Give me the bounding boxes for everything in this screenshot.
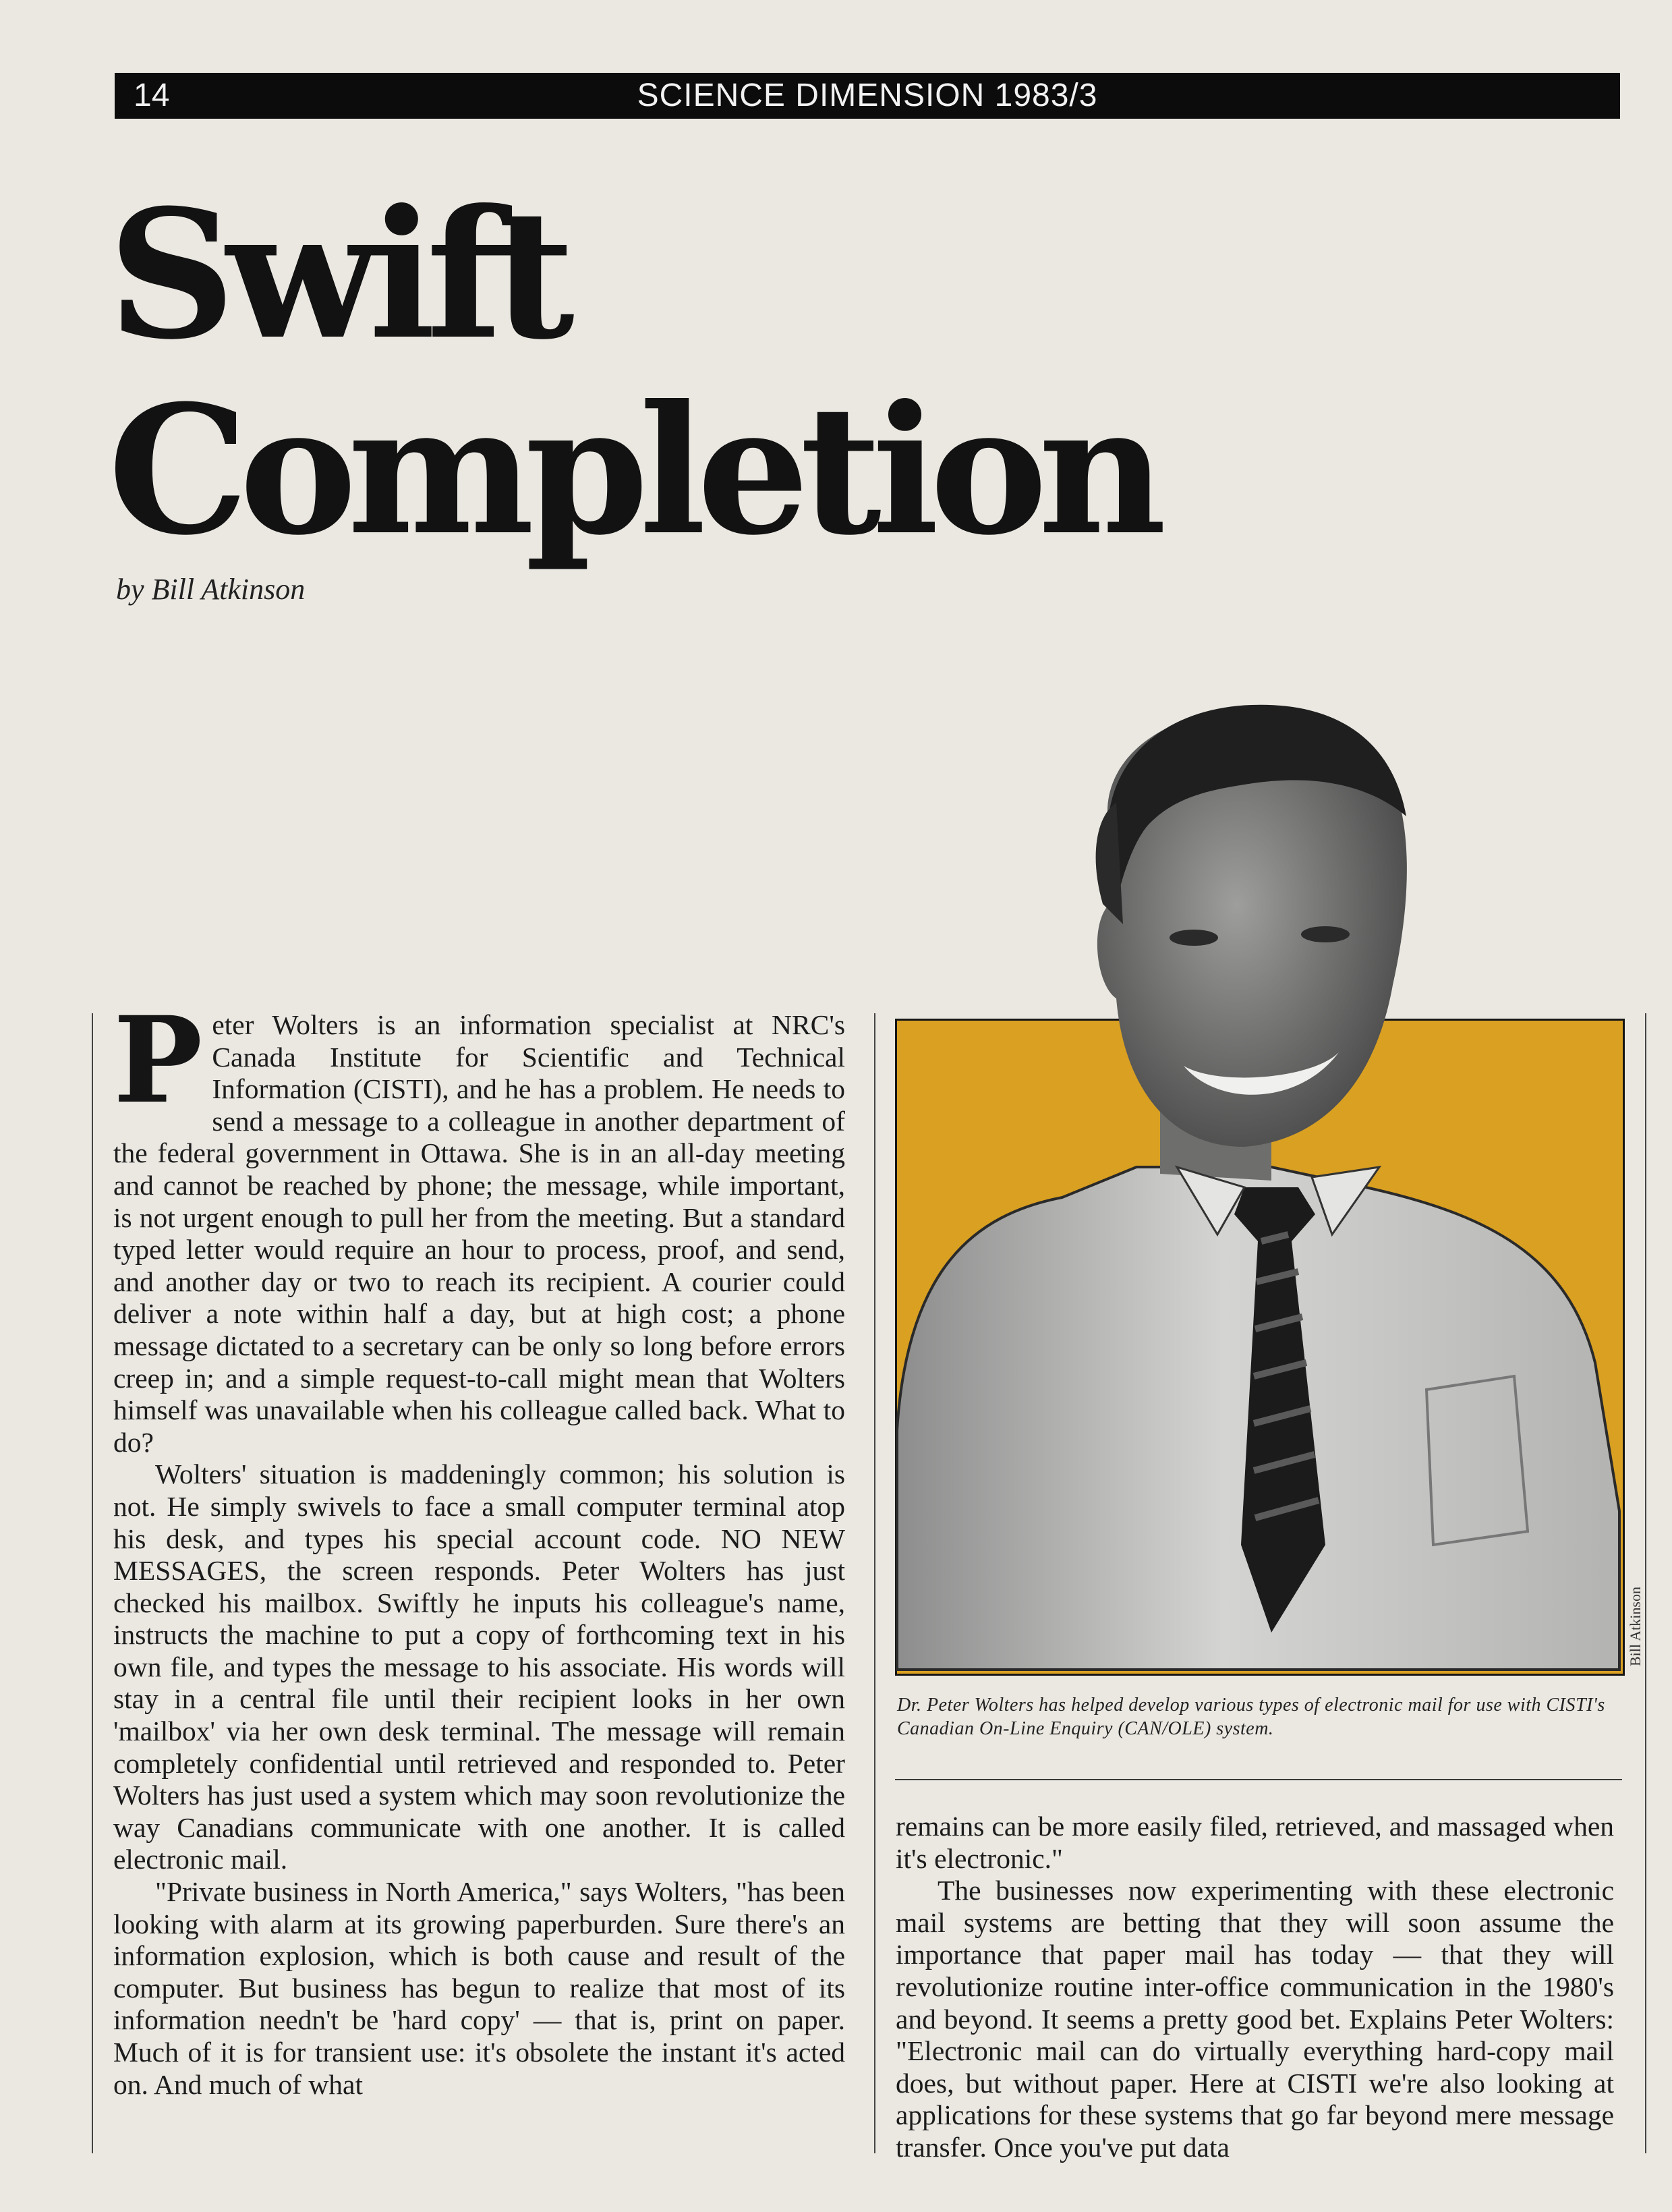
- portrait-photo: [894, 702, 1622, 1674]
- center-column-rule: [874, 1013, 875, 2153]
- paragraph-1-text: eter Wolters is an information specialist at NRC's Canada Institute for Scientific and Technical Information (CISTI), and he has a problem. He needs to send a message to a colleague in another department of the federal government in Ottawa. She is in an all-day meeting and cannot be reached by phone; the message, while important, is not urgent enough to pull her from the meeting. But a standard typed letter would require an hour to process, proof, and send, and another day or two to reach its recipient. A courier could deliver a note within half a day, but at high cost; a phone message dictated to a secretary can be only so long before errors creep in; and a simple request-to-call might mean that Wolters himself was unavailable when his colleague called back. What to do?: [113, 1009, 845, 1458]
- title-line-2: Completion: [108, 366, 1157, 574]
- paragraph-2: Wolters' situation is maddeningly common; his solution is not. He simply swivels to face a small computer terminal atop his desk, and types his special account code. NO NEW MESSAGES, the screen responds. Peter Wolters has just checked his mailbox. Swiftly he inputs his colleague's name, instructs the machine to put a copy of forthcoming text in his own file, and types the message to his associate. His words will stay in a central file until their recipient looks in her own 'mailbox' via her own desk terminal. The message will remain completely confidential until retrieved and responded to. Peter Wolters has just used a system which may soon revolutionize the way Canadians communicate with one another. It is called electronic mail.: [113, 1458, 845, 1875]
- photo-credit: Bill Atkinson: [1627, 1587, 1644, 1666]
- drop-cap: P: [113, 990, 203, 1130]
- paragraph-5: The businesses now experimenting with these electronic mail systems are betting that they will soon assume the importance that paper mail has today — that they will revolutionize routine inter-office communication in the 1980's and beyond. It seems a pretty good bet. Explains Peter Wolters: "Electronic mail can do virtually everything hard-copy mail does, but without paper. Here at CISTI we're also looking at applications for these systems that go far beyond mere message transfer. Once you've put data: [896, 1875, 1614, 2163]
- byline: by Bill Atkinson: [116, 573, 306, 606]
- caption-rule: [895, 1779, 1622, 1780]
- paragraph-3: "Private business in North America," says Wolters, "has been looking with alarm at its growing paperburden. Sure there's an information explosion, which is both cause and result of the computer. But business has begun to realize that most of its information needn't be 'hard copy' — that is, print on paper. Much of it is for transient use: it's obsolete the instant it's acted on. And much of what: [113, 1876, 845, 2100]
- page-number: 14: [134, 78, 170, 113]
- paragraph-1: [113, 990, 845, 1458]
- right-column: [896, 1811, 1614, 2164]
- title-line-1: Swift: [108, 171, 566, 378]
- running-header: [115, 73, 1620, 119]
- right-column-rule: [1645, 1013, 1646, 2153]
- left-column: [113, 990, 845, 2101]
- photo-caption: Dr. Peter Wolters has helped develop various types of electronic mail for use with CISTI's Canadian On-Line Enquiry (CAN/OLE) system.: [897, 1695, 1605, 1739]
- paragraph-4: remains can be more easily filed, retrieved, and massaged when it's electronic.": [896, 1811, 1614, 1874]
- left-column-rule: [92, 1013, 93, 2153]
- magazine-title: SCIENCE DIMENSION 1983/3: [637, 78, 1098, 113]
- article-title: [108, 171, 1157, 574]
